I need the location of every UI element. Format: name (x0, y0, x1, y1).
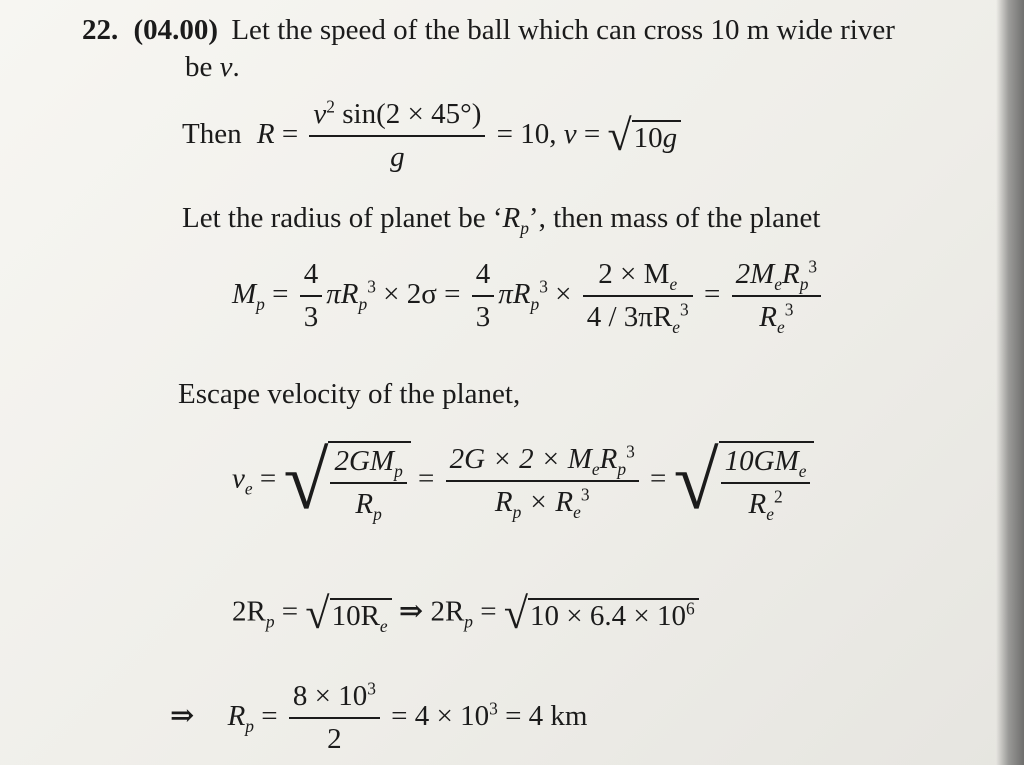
problem-intro-line2: be v. (185, 51, 240, 83)
escape-velocity-heading: Escape velocity of the planet, (178, 378, 521, 410)
problem-header (82, 16, 895, 45)
relation-equation: $2R_p = √10R_e$ ⇒ $2R_p = √10 \times 6.4 \times 10^6$ (232, 592, 699, 636)
sqrt-10g: √10g (607, 114, 681, 158)
range-equation: Then R = $\frac{v^2 \sin(2 \times 45^\circ)}{g}$ = 10, v = √10g (182, 98, 681, 175)
mass-equation: $M_p$ = $\frac{4}{3}$ $\pi R_p^3 \times 2\sigma$ = $\frac{4}{3}$ $\pi R_p^3$ × $\frac{2 \times M_e}{4 / 3\pi R_e^3}$ = $\frac{2M_eR_p^3}{R_e^3}$ (232, 258, 825, 335)
problem-marks: (04.00) (133, 14, 219, 46)
problem-number: 22. (82, 14, 119, 46)
escape-velocity-equation: $v_e$ = √ $\frac{2GM_p}{R_p}$ = $\frac{2G \times 2 \times M_eR_p^3}{R_p \times R_e^3}$ = √ $\frac{10GM_e}{R_e^2}$ (232, 440, 814, 522)
problem-intro-line1: Let the speed of the ball which can cross 10 m wide river (231, 14, 895, 46)
page-edge-shadow (996, 0, 1024, 765)
range-fraction: $\frac{v^2 \sin(2 \times 45^\circ)}{g}$ (309, 98, 485, 175)
radius-statement: Let the radius of planet be ‘$R_p$’, then mass of the planet (182, 202, 821, 238)
sqrt-10gm-over-r2: √ $\frac{10GM_e}{R_e^2}$ (674, 440, 815, 522)
final-equation: ⇒ $R_p$ = $\frac{8 \times 10^3}{2}$ = $4 \times 10^3 = 4$ km (170, 678, 588, 756)
sqrt-2gm-over-r: √ $\frac{2GM_p}{R_p}$ (283, 440, 410, 522)
